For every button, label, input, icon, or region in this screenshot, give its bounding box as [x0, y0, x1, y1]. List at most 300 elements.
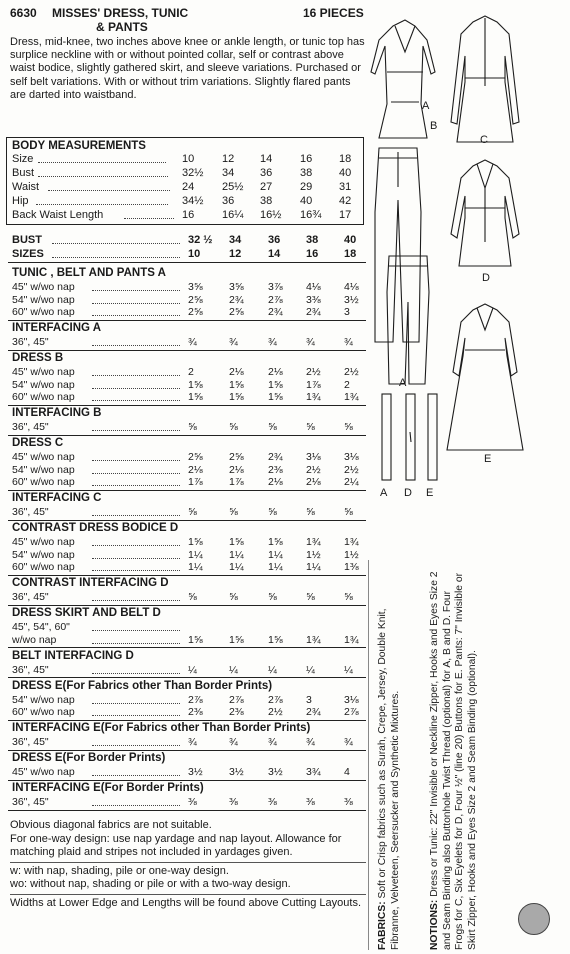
- cell-value: 1⅞: [188, 476, 203, 488]
- cell-value: 1¾: [344, 633, 359, 646]
- cell-value: 3: [344, 306, 350, 318]
- dot-leader: [92, 630, 180, 631]
- cell-value: 1⅝: [188, 633, 203, 646]
- dot-leader: [38, 162, 166, 163]
- row-label: SIZES: [12, 248, 44, 260]
- row-label: 36", 45": [12, 506, 49, 518]
- section-title: DRESS E(For Fabrics other Than Border Prints): [12, 679, 273, 692]
- row-label: 36", 45": [12, 591, 49, 603]
- table-row: [12, 195, 362, 209]
- cell-value: 12: [222, 153, 235, 165]
- row-label: BUST: [12, 234, 42, 246]
- row-label: 54" w/wo nap: [12, 548, 75, 561]
- table-row: [12, 181, 362, 195]
- label-a-tunic: A: [422, 100, 430, 112]
- fabrics-body: Soft or Crisp fabrics such as Surah, Crepe, Jersey, Double Knit, Fibranne, Velveteen, Seersucker and Synthetic Mixtures.: [377, 608, 401, 950]
- cell-value: 38: [306, 234, 319, 246]
- cell-value: 3¾: [306, 766, 321, 778]
- cell-value: 2⅞: [229, 693, 244, 706]
- cell-value: ⅝: [306, 421, 315, 433]
- cell-value: 36: [268, 234, 281, 246]
- table-row: [12, 281, 368, 294]
- section-rule: [8, 435, 366, 436]
- table-row: [12, 634, 368, 647]
- cell-value: ⅝: [188, 421, 197, 433]
- pants-a-illustration: [375, 148, 421, 342]
- cell-value: 2¾: [268, 451, 283, 463]
- row-label: 36", 45": [12, 336, 49, 348]
- cell-value: 18: [339, 153, 352, 165]
- cell-value: 2⅞: [188, 693, 203, 706]
- cell-value: 3⅛: [344, 693, 359, 706]
- cell-value: 10: [188, 248, 201, 260]
- cell-value: 3½: [188, 766, 203, 778]
- table-row: [12, 153, 362, 167]
- cell-value: ¼: [229, 663, 238, 676]
- table-row: [12, 796, 368, 809]
- table-row: [12, 591, 368, 604]
- cell-value: 38: [260, 195, 273, 207]
- section-title: DRESS E(For Border Prints): [12, 752, 166, 764]
- row-label: 60" w/wo nap: [12, 391, 75, 403]
- section-rule: [8, 350, 366, 351]
- cell-value: 2¾: [229, 293, 244, 306]
- dot-leader: [92, 388, 180, 389]
- cell-value: ⅜: [344, 796, 353, 808]
- cell-value: 4⅛: [306, 281, 321, 293]
- pattern-title: [52, 6, 188, 34]
- section-rule: [8, 750, 366, 751]
- row-label: w/wo nap: [12, 633, 57, 646]
- row-label: Hip: [12, 195, 29, 207]
- cell-value: 2⅛: [268, 366, 283, 378]
- dot-leader: [92, 473, 180, 474]
- row-label: 45" w/wo nap: [12, 451, 75, 463]
- cell-value: 2½: [268, 706, 283, 718]
- cell-value: 1⅞: [306, 378, 321, 391]
- section-title: CONTRAST INTERFACING D: [12, 577, 169, 589]
- cell-value: ⅝: [306, 591, 315, 603]
- cell-value: 14: [268, 248, 281, 260]
- cell-value: ¾: [188, 336, 197, 348]
- cell-value: ¾: [229, 736, 238, 748]
- cell-value: 2¾: [306, 306, 321, 318]
- cell-value: 34: [222, 167, 235, 179]
- dot-leader: [92, 485, 180, 486]
- section-title: INTERFACING E(For Border Prints): [12, 782, 204, 794]
- cell-value: ⅝: [188, 591, 197, 603]
- cell-value: 2⅛: [229, 366, 244, 378]
- cell-value: 1½: [344, 548, 359, 561]
- cell-value: 18: [344, 248, 357, 260]
- cell-value: 2⅞: [268, 293, 283, 306]
- dot-leader: [92, 345, 180, 346]
- row-label: Waist: [12, 181, 40, 193]
- cell-value: 1⅝: [229, 378, 244, 391]
- cell-value: 40: [300, 195, 313, 207]
- cell-value: 1⅝: [188, 536, 203, 548]
- table-row: [12, 336, 368, 349]
- cell-value: 1¾: [306, 536, 321, 548]
- cell-value: ⅝: [268, 506, 277, 518]
- label-b: B: [430, 120, 438, 132]
- cell-value: ⅝: [344, 506, 353, 518]
- cell-value: ⅜: [229, 796, 238, 808]
- cell-value: 2½: [344, 366, 359, 378]
- dot-leader: [124, 218, 174, 219]
- cell-value: 1⅝: [268, 391, 283, 403]
- label-e: E: [484, 453, 492, 465]
- cell-value: ¾: [306, 336, 315, 348]
- table-row: [12, 766, 368, 779]
- note-one-way: For one-way design: use nap yardage and nap layout. Allowance for matching plaid and stripes not included in yardages given.: [10, 832, 342, 858]
- cell-value: 14: [260, 153, 273, 165]
- cell-value: 3⅝: [188, 281, 203, 293]
- dot-leader: [92, 745, 180, 746]
- section-rule: [8, 810, 366, 811]
- dot-leader: [92, 375, 180, 376]
- cell-value: 2⅝: [188, 293, 203, 306]
- cell-value: 4: [344, 766, 350, 778]
- cell-value: 34: [229, 234, 242, 246]
- section-rule: [8, 575, 366, 576]
- row-label: 60" w/wo nap: [12, 706, 75, 718]
- section-title: DRESS SKIRT AND BELT D: [12, 607, 161, 619]
- table-row: [12, 476, 368, 489]
- cell-value: 16: [300, 153, 313, 165]
- table-row: [12, 379, 368, 392]
- cell-value: 3½: [268, 766, 283, 778]
- section-title: INTERFACING A: [12, 322, 102, 334]
- cell-value: 1¼: [229, 548, 244, 561]
- cell-value: 2⅜: [268, 463, 283, 476]
- cell-value: 2½: [306, 463, 321, 476]
- cell-value: 2¾: [268, 306, 283, 318]
- cell-value: 1¼: [306, 561, 321, 573]
- section-rule: [8, 405, 366, 406]
- cell-value: 27: [260, 181, 273, 193]
- label-belt-e: E: [426, 487, 434, 499]
- cell-value: 2⅛: [188, 463, 203, 476]
- cell-value: 2⅛: [268, 476, 283, 488]
- row-label: 60" w/wo nap: [12, 476, 75, 488]
- section-rule: [8, 490, 366, 491]
- cell-value: 3½: [344, 293, 359, 306]
- note-diagonal: Obvious diagonal fabrics are not suitable.: [10, 819, 212, 831]
- cell-value: 1¼: [268, 548, 283, 561]
- cell-value: ⅝: [188, 506, 197, 518]
- cell-value: 1¼: [268, 561, 283, 573]
- dress-d-illustration: [451, 160, 519, 266]
- cell-value: ¼: [344, 663, 353, 676]
- cell-value: ⅝: [229, 506, 238, 518]
- dress-b-illustration: [371, 20, 438, 138]
- title-line-2: & PANTS: [96, 20, 148, 34]
- section-rule: [8, 647, 366, 648]
- table-row: [12, 451, 368, 464]
- dot-leader: [92, 570, 180, 571]
- section-rule: [8, 320, 366, 321]
- row-label: 36", 45": [12, 663, 49, 676]
- row-label: Size: [12, 153, 34, 165]
- cell-value: 36: [260, 167, 273, 179]
- dot-leader: [92, 460, 180, 461]
- section-rule: [8, 720, 366, 721]
- cell-value: 1¾: [344, 536, 359, 548]
- table-row: [12, 621, 368, 634]
- cell-value: 1¾: [344, 391, 359, 403]
- cell-value: 16½: [260, 209, 282, 221]
- cell-value: ¾: [229, 336, 238, 348]
- cell-value: ⅝: [306, 506, 315, 518]
- label-belt-a: A: [380, 487, 388, 499]
- dot-leader: [52, 243, 180, 244]
- row-label: 54" w/wo nap: [12, 378, 75, 391]
- section-title: CONTRAST DRESS BODICE D: [12, 522, 179, 534]
- table-row: [12, 549, 368, 562]
- cell-value: 40: [344, 234, 357, 246]
- cell-value: 1⅝: [229, 536, 244, 548]
- cell-value: 1¼: [188, 561, 203, 573]
- notions-text: [429, 570, 479, 950]
- table-row: [12, 306, 368, 319]
- cell-value: ¾: [268, 336, 277, 348]
- cell-value: 2⅜: [229, 706, 244, 718]
- note-widths: Widths at Lower Edge and Lengths will be found above Cutting Layouts.: [10, 896, 362, 909]
- cell-value: 24: [182, 181, 195, 193]
- cell-value: ⅜: [306, 796, 315, 808]
- cell-value: 25½: [222, 181, 244, 193]
- cell-value: 1⅜: [344, 561, 359, 573]
- row-label: 45" w/wo nap: [12, 366, 75, 378]
- cell-value: 1¼: [229, 561, 244, 573]
- dot-leader: [36, 204, 168, 205]
- dot-leader: [52, 257, 180, 258]
- note-with-nap: w: with nap, shading, pile or one-way design.: [10, 864, 229, 877]
- cell-value: 1¾: [306, 633, 321, 646]
- cell-value: 40: [339, 167, 352, 179]
- table-row: [12, 234, 368, 247]
- fabrics-label: FABRICS:: [377, 901, 388, 950]
- cell-value: ⅝: [268, 421, 277, 433]
- cell-value: 3: [306, 693, 312, 706]
- cell-value: 1⅝: [188, 391, 203, 403]
- cell-value: 31: [339, 181, 352, 193]
- cell-value: ¾: [344, 736, 353, 748]
- cell-value: 16: [306, 248, 319, 260]
- dot-leader: [92, 600, 180, 601]
- row-label: 36", 45": [12, 796, 49, 808]
- cell-value: 2⅝: [188, 306, 203, 318]
- cell-value: 2½: [344, 463, 359, 476]
- section-rule: [8, 605, 366, 606]
- row-label: 54" w/wo nap: [12, 693, 75, 706]
- section-rule: [8, 677, 366, 678]
- dot-leader: [92, 673, 180, 674]
- dot-leader: [92, 303, 180, 304]
- cell-value: 2⅛: [306, 476, 321, 488]
- cell-value: 3⅛: [344, 451, 359, 463]
- cell-value: 16¼: [222, 209, 244, 221]
- cell-value: 1⅝: [268, 378, 283, 391]
- label-belt-d: D: [404, 487, 412, 499]
- binding-hole: [518, 903, 550, 935]
- cell-value: ¾: [306, 736, 315, 748]
- section-title: DRESS B: [12, 352, 64, 364]
- cell-value: 32½: [182, 167, 204, 179]
- dot-leader: [92, 315, 180, 316]
- pieces-count: 16 PIECES: [303, 6, 364, 20]
- cell-value: 12: [229, 248, 242, 260]
- label-c: C: [480, 134, 488, 146]
- dot-leader: [48, 190, 170, 191]
- pattern-number: 6630: [10, 6, 37, 20]
- cell-value: ⅜: [188, 796, 197, 808]
- cell-value: 2¾: [306, 706, 321, 718]
- body-measurements-title: BODY MEASUREMENTS: [12, 140, 146, 152]
- row-label: 45", 54", 60": [12, 621, 70, 633]
- cell-value: 16¾: [300, 209, 322, 221]
- row-label: 60" w/wo nap: [12, 306, 75, 318]
- dot-leader: [92, 545, 180, 546]
- row-label: 36", 45": [12, 736, 49, 748]
- cell-value: ⅝: [344, 421, 353, 433]
- section-title: INTERFACING C: [12, 492, 102, 504]
- dot-leader: [38, 176, 168, 177]
- dot-leader: [92, 430, 180, 431]
- table-row: [12, 536, 368, 549]
- dot-leader: [92, 775, 180, 776]
- dot-leader: [92, 558, 180, 559]
- row-label: 45" w/wo nap: [12, 281, 75, 293]
- description: Dress, mid-knee, two inches above knee or ankle length, or tunic top has surplice neckline with or without pointed collar, self or contrast above waist bodice, slightly gathered skirt, and sleeve variations. Purchased or self belt variations. With or without trim variations. Slightly flared pants are darted into waistband.: [10, 36, 365, 101]
- cell-value: ⅝: [268, 591, 277, 603]
- cell-value: 2⅛: [229, 463, 244, 476]
- cell-value: 2½: [306, 366, 321, 378]
- row-label: Bust: [12, 167, 35, 179]
- cell-value: 2⅝: [229, 451, 244, 463]
- section-title: TUNIC , BELT AND PANTS A: [12, 267, 166, 279]
- row-label: 36", 45": [12, 421, 49, 433]
- cell-value: 10: [182, 153, 195, 165]
- cell-value: ¾: [268, 736, 277, 748]
- section-title: INTERFACING E(For Fabrics other Than Border Prints): [12, 722, 311, 734]
- section-title: INTERFACING B: [12, 407, 102, 419]
- belt-illustrations: [382, 394, 437, 480]
- notions-label: NOTIONS:: [429, 899, 440, 950]
- cell-value: 1½: [306, 548, 321, 561]
- cell-value: 1⅝: [268, 633, 283, 646]
- table-row: [12, 561, 368, 574]
- row-label: 60" w/wo nap: [12, 561, 75, 573]
- cell-value: ¾: [188, 736, 197, 748]
- table-row: [12, 706, 368, 719]
- garment-illustrations: [365, 12, 570, 512]
- cell-value: ¾: [344, 336, 353, 348]
- cell-value: 2: [188, 366, 194, 378]
- cell-value: ⅝: [229, 591, 238, 603]
- cell-value: 2⅝: [229, 306, 244, 318]
- table-row: [12, 736, 368, 749]
- dot-leader: [92, 515, 180, 516]
- table-row: [12, 209, 362, 223]
- cell-value: 2: [344, 378, 350, 391]
- cell-value: 4⅛: [344, 281, 359, 293]
- table-row: [12, 464, 368, 477]
- cell-value: 2⅞: [344, 706, 359, 718]
- section-title: BELT INTERFACING D: [12, 649, 134, 662]
- cell-value: 1⅝: [229, 391, 244, 403]
- table-row: [12, 421, 368, 434]
- cell-value: 17: [339, 209, 352, 221]
- table-row: [12, 694, 368, 707]
- dress-c-illustration: [451, 16, 519, 142]
- dot-leader: [92, 643, 180, 644]
- table-row: [12, 391, 368, 404]
- cell-value: 16: [182, 209, 195, 221]
- table-row: [12, 294, 368, 307]
- cell-value: 1¼: [188, 548, 203, 561]
- sizes-rule: [8, 262, 366, 263]
- fabrics-text: [377, 580, 402, 950]
- table-row: [12, 167, 362, 181]
- dot-leader: [92, 400, 180, 401]
- table-row: [12, 248, 368, 261]
- cell-value: 3½: [229, 766, 244, 778]
- note-without-nap: wo: without nap, shading or pile or with a two-way design.: [10, 878, 291, 890]
- cell-value: 3⅝: [229, 281, 244, 293]
- dot-leader: [92, 290, 180, 291]
- cell-value: ⅝: [344, 591, 353, 603]
- cell-value: ⅜: [268, 796, 277, 808]
- row-label: 45" w/wo nap: [12, 536, 75, 548]
- cell-value: 2⅜: [188, 706, 203, 718]
- cell-value: ¼: [306, 663, 315, 676]
- cell-value: 2⅞: [268, 693, 283, 706]
- row-label: 45" w/wo nap: [12, 766, 75, 778]
- cell-value: 1⅝: [268, 536, 283, 548]
- side-divider: [368, 560, 369, 950]
- label-d: D: [482, 272, 490, 284]
- cell-value: 1⅞: [229, 476, 244, 488]
- table-row: [12, 506, 368, 519]
- notions-body: Dress or Tunic: 22" Invisible or Neckline Zipper, Hooks and Eyes Size 2 and Seam Binding also Buttonhole Twist Thread (optional) for A, B and D. Four Frogs for C, Six Eyelets for D, Four ½" (line 20) Buttons for E. Pants: 7" Invisible or Skirt Zipper, Hooks and Eyes Size 2 and Seam Binding (optional).: [429, 571, 478, 950]
- dot-leader: [92, 703, 180, 704]
- dot-leader: [92, 805, 180, 806]
- cell-value: 1⅝: [229, 633, 244, 646]
- cell-value: 3⅞: [268, 281, 283, 293]
- cell-value: 42: [339, 195, 352, 207]
- row-label: Back Waist Length: [12, 209, 104, 221]
- cell-value: 3⅜: [306, 293, 321, 306]
- cell-value: ¼: [268, 663, 277, 676]
- cell-value: 2⅝: [188, 451, 203, 463]
- row-label: 54" w/wo nap: [12, 463, 75, 476]
- cell-value: 2¼: [344, 476, 359, 488]
- cell-value: 38: [300, 167, 313, 179]
- cell-value: 3⅛: [306, 451, 321, 463]
- cell-value: 1⅝: [188, 378, 203, 391]
- section-title: DRESS C: [12, 437, 64, 449]
- row-label: 54" w/wo nap: [12, 293, 75, 306]
- cell-value: 29: [300, 181, 313, 193]
- cell-value: 32 ½: [188, 234, 213, 246]
- cell-value: ⅝: [229, 421, 238, 433]
- cell-value: 1¾: [306, 391, 321, 403]
- notes: [10, 819, 366, 910]
- cell-value: 34½: [182, 195, 204, 207]
- section-rule: [8, 780, 366, 781]
